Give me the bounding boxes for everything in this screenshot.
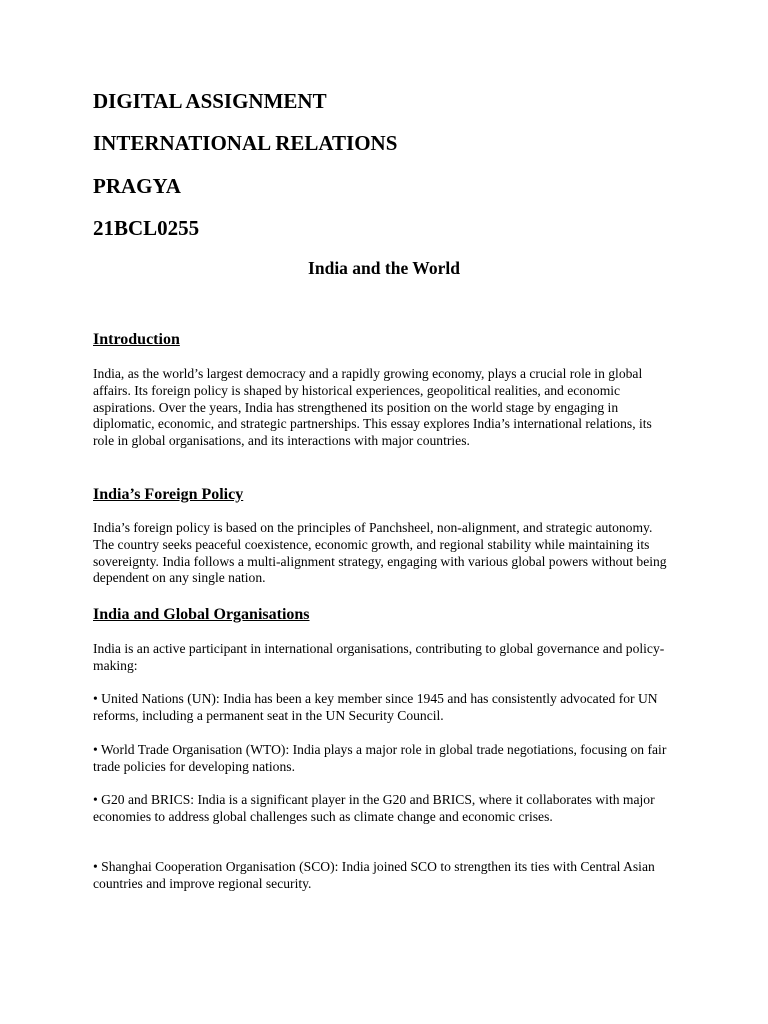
paragraph-foreign-policy: India’s foreign policy is based on the principles of Panchsheel, non-alignment, and strategic autonomy. The country seeks peaceful coexistence, economic growth, and regional stability while maintaining its sovereignty. India follows a multi-alignment strategy, engaging with various global powers without being dependent on any single nation.	[93, 520, 667, 586]
paragraph-introduction: India, as the world’s largest democracy and a rapidly growing economy, plays a crucial role in global affairs. Its foreign policy is shaped by historical experiences, geopolitical realities, and economic aspirations. Over the years, India has strengthened its position on the world stage by engaging in diplomatic, economic, and strategic partnerships. This essay explores India’s international relations, its role in global organisations, and its interactions with major countries.	[93, 366, 652, 449]
course-name: INTERNATIONAL RELATIONS	[93, 131, 398, 155]
bullet-item-un: • United Nations (UN): India has been a key member since 1945 and has consistently advocated for UN reforms, including a permanent seat in the UN Security Council.	[93, 691, 658, 723]
assignment-label: DIGITAL ASSIGNMENT	[93, 89, 327, 113]
bullet-item-wto: • World Trade Organisation (WTO): India plays a major role in global trade negotiations, focusing on fair trade policies for developing nations.	[93, 742, 667, 774]
student-id: 21BCL0255	[93, 216, 200, 240]
section-heading-introduction: Introduction	[93, 331, 180, 348]
bullet-item-g20-brics: • G20 and BRICS: India is a significant player in the G20 and BRICS, where it collaborates with major economies to address global challenges such as climate change and economic crises.	[93, 792, 655, 824]
document-title: India and the World	[308, 258, 460, 278]
section-heading-foreign-policy: India’s Foreign Policy	[93, 486, 244, 503]
student-name: PRAGYA	[93, 174, 181, 198]
bullet-item-sco: • Shanghai Cooperation Organisation (SCO): India joined SCO to strengthen its ties with Central Asian countries and improve regional security.	[93, 859, 655, 891]
section-heading-global-organisations: India and Global Organisations	[93, 606, 310, 623]
paragraph-global-organisations: India is an active participant in international organisations, contributing to global governance and policy-making:	[93, 641, 665, 673]
